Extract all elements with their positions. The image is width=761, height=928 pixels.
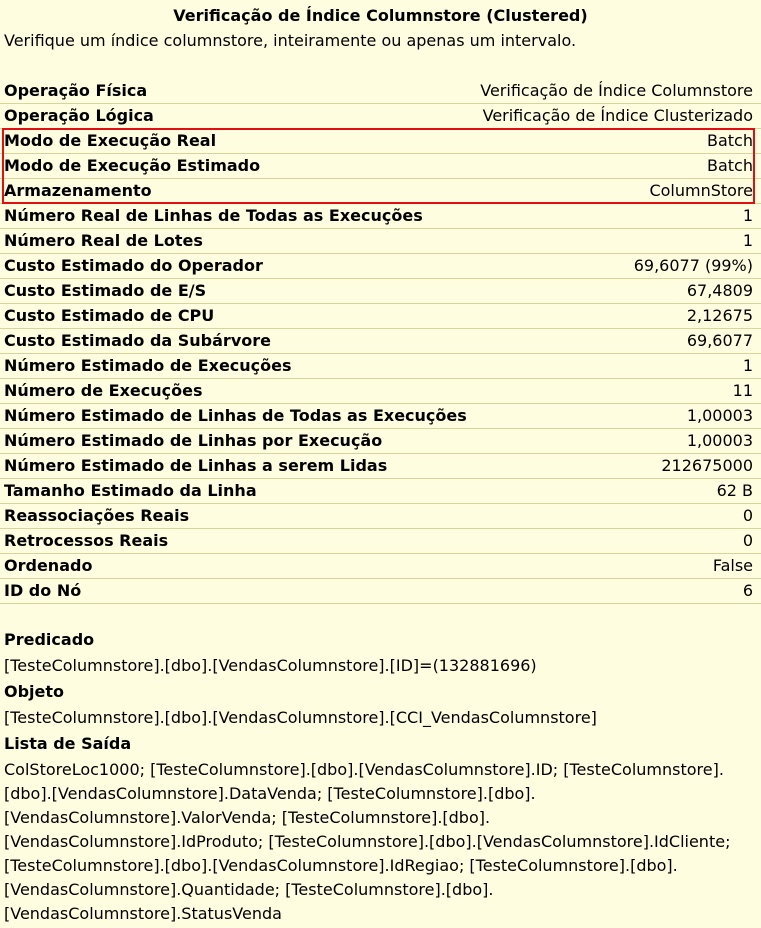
output-list-line: [dbo].[VendasColumnstore].DataVenda; [TesteColumnstore].[dbo].	[4, 784, 536, 803]
property-value: ColumnStore	[649, 181, 753, 200]
output-list-line: ColStoreLoc1000; [TesteColumnstore].[dbo].[VendasColumnstore].ID; [TesteColumnstore].	[4, 760, 724, 779]
property-row	[0, 279, 761, 304]
property-value: 1	[742, 356, 753, 375]
property-value: 212675000	[661, 456, 753, 475]
object-text: [TesteColumnstore].[dbo].[VendasColumnstore].[CCI_VendasColumnstore]	[4, 708, 597, 727]
property-label: Armazenamento	[4, 181, 152, 200]
property-label: Operação Lógica	[4, 106, 154, 125]
property-row	[0, 254, 761, 279]
tooltip-description: Verifique um índice columnstore, inteiramente ou apenas um intervalo.	[4, 31, 577, 50]
property-value: 0	[742, 531, 753, 550]
property-value: Batch	[707, 156, 753, 175]
property-label: Custo Estimado de E/S	[4, 281, 207, 300]
property-label: Ordenado	[4, 556, 93, 575]
property-row	[0, 579, 761, 604]
property-label: Número Estimado de Linhas a serem Lidas	[4, 456, 388, 475]
property-value: 6	[742, 581, 753, 600]
property-row	[0, 554, 761, 579]
property-label: Número Estimado de Linhas de Todas as Execuções	[4, 406, 467, 425]
property-label: Custo Estimado do Operador	[4, 256, 263, 275]
predicate-section	[4, 628, 756, 678]
property-value: 11	[732, 381, 753, 400]
property-value: Batch	[707, 131, 753, 150]
output-list-heading: Lista de Saída	[4, 734, 132, 753]
property-value: Verificação de Índice Clusterizado	[482, 106, 753, 125]
property-label: Retrocessos Reais	[4, 531, 169, 550]
property-label: Modo de Execução Estimado	[4, 156, 261, 175]
property-value: 1	[742, 206, 753, 225]
property-label: Custo Estimado de CPU	[4, 306, 215, 325]
property-label: Modo de Execução Real	[4, 131, 217, 150]
property-row	[0, 329, 761, 354]
properties-table	[0, 79, 761, 604]
property-row	[0, 529, 761, 554]
property-row	[0, 129, 761, 154]
property-row	[0, 154, 761, 179]
property-value: 67,4809	[686, 281, 753, 300]
tooltip-title: Verificação de Índice Columnstore (Clustered)	[173, 6, 588, 25]
property-label: Número Real de Lotes	[4, 231, 203, 250]
output-list-line: [VendasColumnstore].IdProduto; [TesteColumnstore].[dbo].[VendasColumnstore].IdCliente;	[4, 832, 731, 851]
output-list-line: [VendasColumnstore].ValorVenda; [TesteColumnstore].[dbo].	[4, 808, 491, 827]
property-row	[0, 104, 761, 129]
property-row	[0, 229, 761, 254]
property-row	[0, 454, 761, 479]
property-value: 1,00003	[686, 431, 753, 450]
property-label: ID do Nó	[4, 581, 82, 600]
property-label: Tamanho Estimado da Linha	[4, 481, 257, 500]
property-value: Verificação de Índice Columnstore	[480, 81, 753, 100]
property-label: Número Estimado de Linhas por Execução	[4, 431, 383, 450]
property-value: 69,6077	[686, 331, 753, 350]
predicate-text: [TesteColumnstore].[dbo].[VendasColumnstore].[ID]=(132881696)	[4, 656, 537, 675]
property-row	[0, 479, 761, 504]
property-label: Operação Física	[4, 81, 148, 100]
property-label: Número de Execuções	[4, 381, 203, 400]
object-section	[4, 680, 756, 730]
property-label: Reassociações Reais	[4, 506, 190, 525]
property-value: False	[712, 556, 753, 575]
property-row	[0, 304, 761, 329]
output-list-line: [VendasColumnstore].Quantidade; [TesteColumnstore].[dbo].	[4, 880, 494, 899]
property-label: Custo Estimado da Subárvore	[4, 331, 271, 350]
property-value: 1	[742, 231, 753, 250]
property-value: 62 B	[716, 481, 753, 500]
property-row	[0, 79, 761, 104]
property-row	[0, 204, 761, 229]
object-heading: Objeto	[4, 682, 65, 701]
property-row	[0, 354, 761, 379]
property-value: 1,00003	[686, 406, 753, 425]
output-list-line: [TesteColumnstore].[dbo].[VendasColumnstore].IdRegiao; [TesteColumnstore].[dbo].	[4, 856, 678, 875]
property-row	[0, 379, 761, 404]
property-row	[0, 429, 761, 454]
property-row	[0, 404, 761, 429]
property-row	[0, 179, 761, 204]
property-label: Número Estimado de Execuções	[4, 356, 292, 375]
property-value: 2,12675	[686, 306, 753, 325]
predicate-heading: Predicado	[4, 630, 95, 649]
property-value: 0	[742, 506, 753, 525]
output-list-section	[4, 732, 756, 926]
property-row	[0, 504, 761, 529]
property-value: 69,6077 (99%)	[633, 256, 753, 275]
property-label: Número Real de Linhas de Todas as Execuções	[4, 206, 423, 225]
output-list-line: [VendasColumnstore].StatusVenda	[4, 904, 282, 923]
